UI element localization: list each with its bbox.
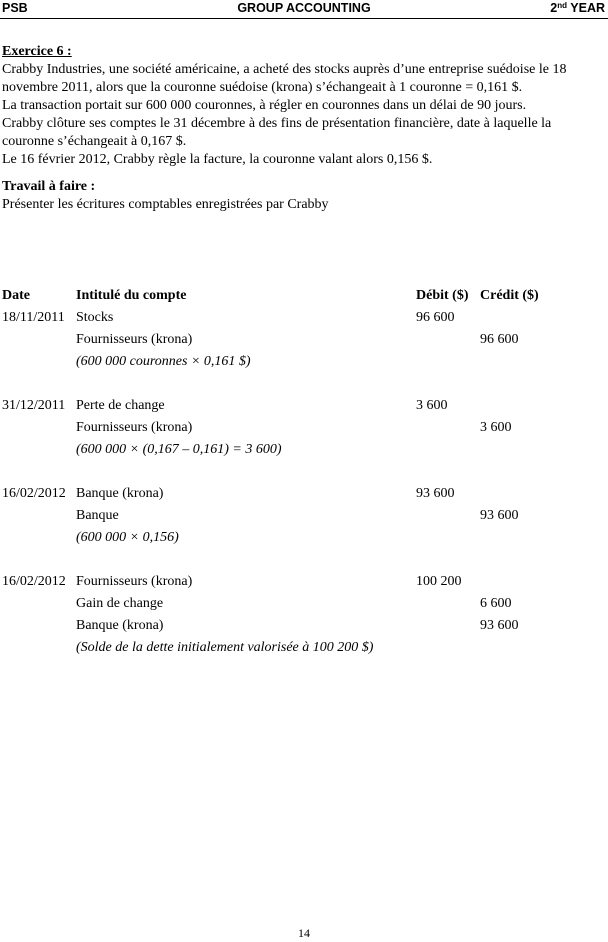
entry-debit: 3 600 (416, 398, 448, 413)
entry-date (2, 351, 76, 373)
exercise-paragraph: Le 16 février 2012, Crabby règle la facture, la couronne valant alors 0,156 $. (2, 152, 433, 167)
entry-spacer (2, 461, 560, 483)
exercise-section (2, 43, 606, 214)
entry-account: Banque (krona) (76, 486, 164, 501)
entry-debit: 100 200 (416, 574, 462, 589)
header-year (550, 1, 605, 15)
entry-credit (480, 483, 560, 505)
table-row (2, 593, 560, 615)
entry-spacer (2, 549, 560, 571)
exercise-title: Exercice 6 : (2, 44, 72, 59)
task-text: Présenter les écritures comptables enregistrées par Crabby (2, 197, 329, 212)
entry-spacer-cell (2, 461, 560, 483)
entry-credit: 93 600 (480, 618, 519, 633)
entry-account: Banque (krona) (76, 618, 164, 633)
header-rule (0, 18, 608, 19)
entry-spacer-cell (2, 549, 560, 571)
entry-account: (Solde de la dette initialement valorisée à 100 200 $) (76, 640, 374, 655)
entry-credit: 96 600 (480, 332, 519, 347)
entry-credit (480, 307, 560, 329)
exercise-paragraph: La transaction portait sur 600 000 couronnes, à régler en couronnes dans un délai de 90 jours. (2, 98, 527, 113)
entry-debit (416, 417, 480, 439)
entry-account: Perte de change (76, 398, 165, 413)
entry-credit (480, 527, 560, 549)
entry-debit (416, 351, 480, 373)
entry-account: Fournisseurs (krona) (76, 420, 193, 435)
entry-debit (416, 637, 480, 659)
entry-spacer (2, 373, 560, 395)
table-row (2, 637, 560, 659)
entry-debit (416, 439, 480, 461)
table-row (2, 351, 560, 373)
page-number: 14 (298, 926, 310, 940)
entry-date (2, 527, 76, 549)
entry-debit (416, 527, 480, 549)
entry-credit (480, 439, 560, 461)
entry-date: 16/02/2012 (2, 486, 66, 501)
entry-debit (416, 329, 480, 351)
entry-date (2, 417, 76, 439)
entry-credit (480, 395, 560, 417)
table-row (2, 505, 560, 527)
entry-account: Fournisseurs (krona) (76, 332, 193, 347)
entry-spacer-cell (2, 373, 560, 395)
entry-date (2, 505, 76, 527)
table-row (2, 307, 560, 329)
entry-debit: 93 600 (416, 486, 455, 501)
entry-account: Stocks (76, 310, 114, 325)
table-row (2, 571, 560, 593)
entry-debit (416, 615, 480, 637)
header-year-number: 2 (550, 1, 558, 15)
header-date: Date (2, 288, 30, 303)
header-course: GROUP ACCOUNTING (237, 1, 371, 15)
entry-date (2, 439, 76, 461)
entry-account: Fournisseurs (krona) (76, 574, 193, 589)
entry-date: 31/12/2011 (2, 398, 66, 413)
entry-date (2, 615, 76, 637)
entry-credit (480, 351, 560, 373)
entry-credit: 6 600 (480, 596, 512, 611)
page-header (0, 0, 608, 18)
entry-credit: 93 600 (480, 508, 519, 523)
entry-credit (480, 637, 560, 659)
exercise-paragraph: Crabby Industries, une société américaine, a acheté des stocks auprès d’une entreprise suédoise le 18 novembre 2011, alors que la couronne suédoise (krona) s’échangeait à 1 couronne = 0,161 $. (2, 62, 567, 95)
entry-date: 18/11/2011 (2, 310, 65, 325)
entry-credit (480, 571, 560, 593)
table-row (2, 483, 560, 505)
entry-credit: 3 600 (480, 420, 512, 435)
journal-entries-table (2, 285, 560, 659)
entry-debit: 96 600 (416, 310, 455, 325)
entry-date: 16/02/2012 (2, 574, 66, 589)
exercise-paragraph: Crabby clôture ses comptes le 31 décembre à des fins de présentation financière, date à laquelle la couronne s’échangeait à 0,167 $. (2, 116, 552, 149)
task-title: Travail à faire : (2, 179, 96, 194)
entry-account: Gain de change (76, 596, 164, 611)
entry-date (2, 637, 76, 659)
entry-account: (600 000 × (0,167 – 0,161) = 3 600) (76, 442, 282, 457)
header-credit: Crédit ($) (480, 288, 539, 303)
entry-debit (416, 505, 480, 527)
entry-account: Banque (76, 508, 119, 523)
entry-date (2, 593, 76, 615)
entry-debit (416, 593, 480, 615)
header-school: PSB (2, 1, 28, 15)
table-row (2, 417, 560, 439)
entry-account: (600 000 couronnes × 0,161 $) (76, 354, 251, 369)
table-header-row (2, 285, 560, 307)
entry-account: (600 000 × 0,156) (76, 530, 179, 545)
table-row (2, 527, 560, 549)
table-row (2, 329, 560, 351)
header-year-label: YEAR (567, 1, 605, 15)
table-row (2, 395, 560, 417)
table-row (2, 615, 560, 637)
header-year-suffix: nd (557, 1, 568, 10)
table-row (2, 439, 560, 461)
entry-date (2, 329, 76, 351)
header-label: Intitulé du compte (76, 288, 187, 303)
header-debit: Débit ($) (416, 288, 469, 303)
